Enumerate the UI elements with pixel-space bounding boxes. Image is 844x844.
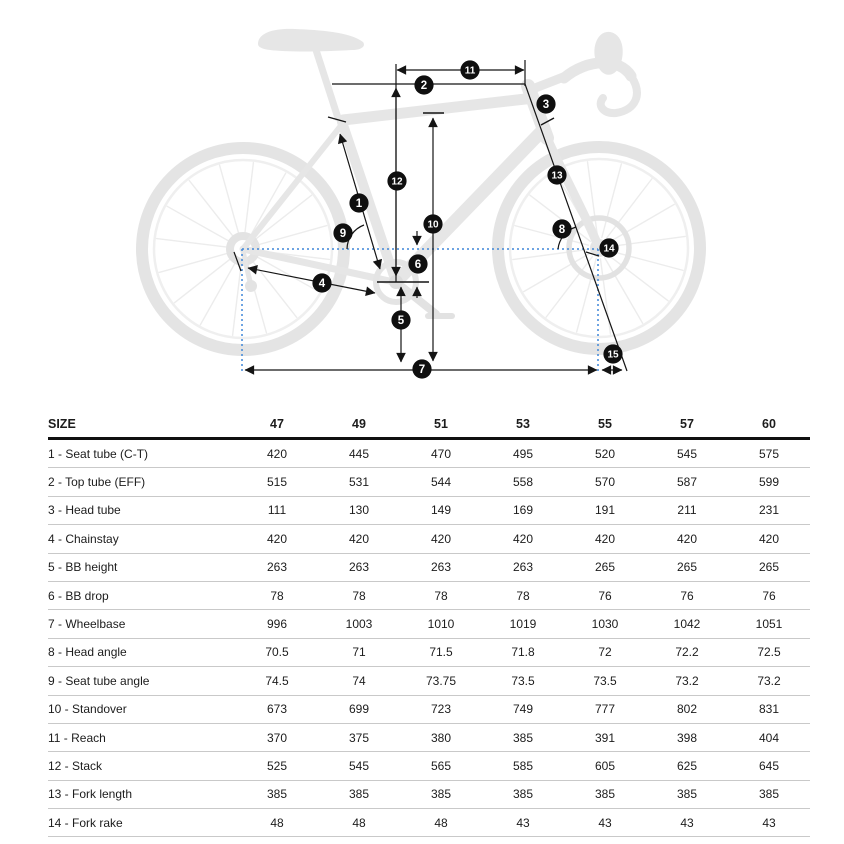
geometry-value-cell: 72.2 — [646, 638, 728, 666]
size-column-header-51: 51 — [400, 410, 482, 439]
geometry-value-cell: 263 — [400, 553, 482, 581]
geometry-value-cell: 78 — [400, 581, 482, 609]
table-row — [48, 809, 810, 837]
size-column-header-49: 49 — [318, 410, 400, 439]
geometry-value-cell: 71.8 — [482, 638, 564, 666]
table-row — [48, 610, 810, 638]
badge-number: 4 — [318, 278, 326, 291]
geometry-value-cell: 385 — [318, 780, 400, 808]
measure-badge-12 — [387, 171, 406, 190]
rear-derailleur — [243, 251, 250, 282]
geometry-value-cell: 73.2 — [728, 667, 810, 695]
geometry-row-label: 2 - Top tube (EFF) — [48, 468, 236, 496]
measure-badge-8 — [552, 219, 571, 238]
badge-number: 14 — [603, 243, 615, 255]
geometry-value-cell: 420 — [400, 525, 482, 553]
geometry-value-cell: 570 — [564, 468, 646, 496]
geometry-row-label: 12 - Stack — [48, 752, 236, 780]
table-row — [48, 723, 810, 751]
geometry-value-cell: 520 — [564, 439, 646, 468]
measure-badge-3 — [536, 94, 555, 113]
badge-number: 11 — [464, 65, 476, 77]
size-column-header-57: 57 — [646, 410, 728, 439]
geometry-value-cell: 831 — [728, 695, 810, 723]
geometry-value-cell: 70.5 — [236, 638, 318, 666]
geometry-value-cell: 470 — [400, 439, 482, 468]
geometry-value-cell: 263 — [236, 553, 318, 581]
geometry-value-cell: 625 — [646, 752, 728, 780]
geometry-row-label: 13 - Fork length — [48, 780, 236, 808]
geometry-value-cell: 265 — [646, 553, 728, 581]
measure-badge-7 — [412, 359, 431, 378]
geometry-value-cell: 1051 — [728, 610, 810, 638]
geometry-value-cell: 1030 — [564, 610, 646, 638]
geometry-value-cell: 263 — [318, 553, 400, 581]
size-column-header-47: 47 — [236, 410, 318, 439]
geometry-value-cell: 385 — [482, 723, 564, 751]
saddle — [258, 29, 364, 52]
geometry-row-label: 7 - Wheelbase — [48, 610, 236, 638]
geometry-value-cell: 78 — [236, 581, 318, 609]
geometry-value-cell: 587 — [646, 468, 728, 496]
geometry-value-cell: 996 — [236, 610, 318, 638]
table-row — [48, 468, 810, 496]
geometry-value-cell: 420 — [728, 525, 810, 553]
measure-badge-5 — [391, 310, 410, 329]
geometry-value-cell: 645 — [728, 752, 810, 780]
geometry-value-cell: 48 — [318, 809, 400, 837]
geometry-value-cell: 72.5 — [728, 638, 810, 666]
geometry-value-cell: 43 — [482, 809, 564, 837]
geometry-value-cell: 375 — [318, 723, 400, 751]
geometry-value-cell: 420 — [318, 525, 400, 553]
geometry-value-cell: 558 — [482, 468, 564, 496]
geometry-value-cell: 420 — [236, 439, 318, 468]
geometry-row-label: 6 - BB drop — [48, 581, 236, 609]
geometry-value-cell: 149 — [400, 496, 482, 524]
geometry-value-cell: 404 — [728, 723, 810, 751]
badge-number: 6 — [414, 259, 422, 272]
geometry-value-cell: 420 — [564, 525, 646, 553]
geometry-value-cell: 191 — [564, 496, 646, 524]
geometry-row-label: 4 - Chainstay — [48, 525, 236, 553]
geometry-value-cell: 78 — [318, 581, 400, 609]
geometry-value-cell: 673 — [236, 695, 318, 723]
geometry-value-cell: 420 — [482, 525, 564, 553]
geometry-value-cell: 72 — [564, 638, 646, 666]
geometry-value-cell: 76 — [646, 581, 728, 609]
geometry-value-cell: 777 — [564, 695, 646, 723]
geometry-value-cell: 599 — [728, 468, 810, 496]
table-row — [48, 638, 810, 666]
geometry-value-cell: 73.5 — [564, 667, 646, 695]
geometry-value-cell: 73.75 — [400, 667, 482, 695]
geometry-value-cell: 585 — [482, 752, 564, 780]
geometry-value-cell: 263 — [482, 553, 564, 581]
geometry-value-cell: 391 — [564, 723, 646, 751]
measure-badge-14 — [599, 238, 618, 257]
table-row — [48, 780, 810, 808]
geometry-value-cell: 385 — [482, 780, 564, 808]
geometry-value-cell: 445 — [318, 439, 400, 468]
size-header-label: SIZE — [48, 410, 236, 439]
geometry-value-cell: 78 — [482, 581, 564, 609]
geometry-value-cell: 420 — [646, 525, 728, 553]
geometry-value-cell: 169 — [482, 496, 564, 524]
measure-badge-9 — [333, 223, 352, 242]
measure-badge-1 — [349, 193, 368, 212]
geometry-value-cell: 605 — [564, 752, 646, 780]
table-row — [48, 667, 810, 695]
geometry-value-cell: 385 — [400, 780, 482, 808]
geometry-value-cell: 544 — [400, 468, 482, 496]
geometry-value-cell: 525 — [236, 752, 318, 780]
top-tube — [343, 98, 534, 120]
size-column-header-53: 53 — [482, 410, 564, 439]
table-row — [48, 439, 810, 468]
geometry-row-label: 3 - Head tube — [48, 496, 236, 524]
table-header-row — [48, 410, 810, 439]
handlebar-drop — [601, 76, 637, 113]
geometry-value-cell: 43 — [564, 809, 646, 837]
geometry-value-cell: 515 — [236, 468, 318, 496]
table-row — [48, 581, 810, 609]
geometry-value-cell: 565 — [400, 752, 482, 780]
measure-badge-15 — [603, 344, 622, 363]
measure-badge-2 — [414, 75, 433, 94]
geometry-value-cell: 1042 — [646, 610, 728, 638]
measure-badge-6 — [408, 254, 427, 273]
geometry-value-cell: 575 — [728, 439, 810, 468]
geometry-value-cell: 420 — [236, 525, 318, 553]
badge-number: 10 — [427, 219, 439, 231]
geometry-value-cell: 265 — [728, 553, 810, 581]
geometry-value-cell: 545 — [646, 439, 728, 468]
geometry-row-label: 10 - Standover — [48, 695, 236, 723]
size-column-header-60: 60 — [728, 410, 810, 439]
geometry-value-cell: 74.5 — [236, 667, 318, 695]
geometry-value-cell: 380 — [400, 723, 482, 751]
geometry-row-label: 11 - Reach — [48, 723, 236, 751]
geometry-diagram-canvas — [0, 0, 844, 404]
geometry-row-label: 14 - Fork rake — [48, 809, 236, 837]
geometry-value-cell: 71 — [318, 638, 400, 666]
geometry-value-cell: 76 — [728, 581, 810, 609]
geometry-value-cell: 398 — [646, 723, 728, 751]
geometry-value-cell: 130 — [318, 496, 400, 524]
geometry-value-cell: 699 — [318, 695, 400, 723]
table-row — [48, 496, 810, 524]
measure-badge-13 — [547, 165, 566, 184]
badge-number: 12 — [391, 176, 403, 188]
badge-number: 5 — [397, 315, 405, 328]
badge-number: 15 — [607, 349, 619, 361]
badge-number: 7 — [418, 364, 426, 377]
geometry-value-cell: 43 — [728, 809, 810, 837]
geometry-value-cell: 495 — [482, 439, 564, 468]
geometry-value-cell: 1010 — [400, 610, 482, 638]
geometry-value-cell: 385 — [564, 780, 646, 808]
geometry-value-cell: 385 — [728, 780, 810, 808]
table-row — [48, 525, 810, 553]
badge-number: 3 — [542, 99, 550, 112]
size-column-header-55: 55 — [564, 410, 646, 439]
geometry-value-cell: 370 — [236, 723, 318, 751]
geometry-value-cell: 802 — [646, 695, 728, 723]
geometry-value-cell: 385 — [236, 780, 318, 808]
badge-number: 1 — [355, 198, 363, 211]
geometry-value-cell: 74 — [318, 667, 400, 695]
geometry-value-cell: 76 — [564, 581, 646, 609]
geometry-table — [48, 410, 810, 837]
geometry-value-cell: 749 — [482, 695, 564, 723]
geometry-value-cell: 385 — [646, 780, 728, 808]
geometry-value-cell: 265 — [564, 553, 646, 581]
badge-number: 8 — [558, 224, 566, 237]
geometry-row-label: 5 - BB height — [48, 553, 236, 581]
geometry-value-cell: 48 — [236, 809, 318, 837]
bike-geometry-diagram — [0, 0, 844, 404]
measure-badge-11 — [460, 60, 479, 79]
geometry-value-cell: 723 — [400, 695, 482, 723]
table-row — [48, 553, 810, 581]
geometry-value-cell: 73.2 — [646, 667, 728, 695]
measure-badge-10 — [423, 214, 442, 233]
geometry-value-cell: 111 — [236, 496, 318, 524]
badge-number: 13 — [551, 170, 563, 182]
geometry-row-label: 9 - Seat tube angle — [48, 667, 236, 695]
geometry-table-body — [48, 439, 810, 837]
table-row — [48, 752, 810, 780]
geometry-row-label: 8 - Head angle — [48, 638, 236, 666]
measure-badge-4 — [312, 273, 331, 292]
geometry-value-cell: 1003 — [318, 610, 400, 638]
geometry-value-cell: 73.5 — [482, 667, 564, 695]
badge-number: 2 — [420, 80, 428, 93]
geometry-value-cell: 211 — [646, 496, 728, 524]
table-row — [48, 695, 810, 723]
geometry-value-cell: 43 — [646, 809, 728, 837]
geometry-value-cell: 1019 — [482, 610, 564, 638]
geometry-value-cell: 531 — [318, 468, 400, 496]
geometry-value-cell: 71.5 — [400, 638, 482, 666]
geometry-value-cell: 545 — [318, 752, 400, 780]
geometry-value-cell: 48 — [400, 809, 482, 837]
badge-number: 9 — [339, 228, 347, 241]
geometry-value-cell: 231 — [728, 496, 810, 524]
geometry-row-label: 1 - Seat tube (C-T) — [48, 439, 236, 468]
